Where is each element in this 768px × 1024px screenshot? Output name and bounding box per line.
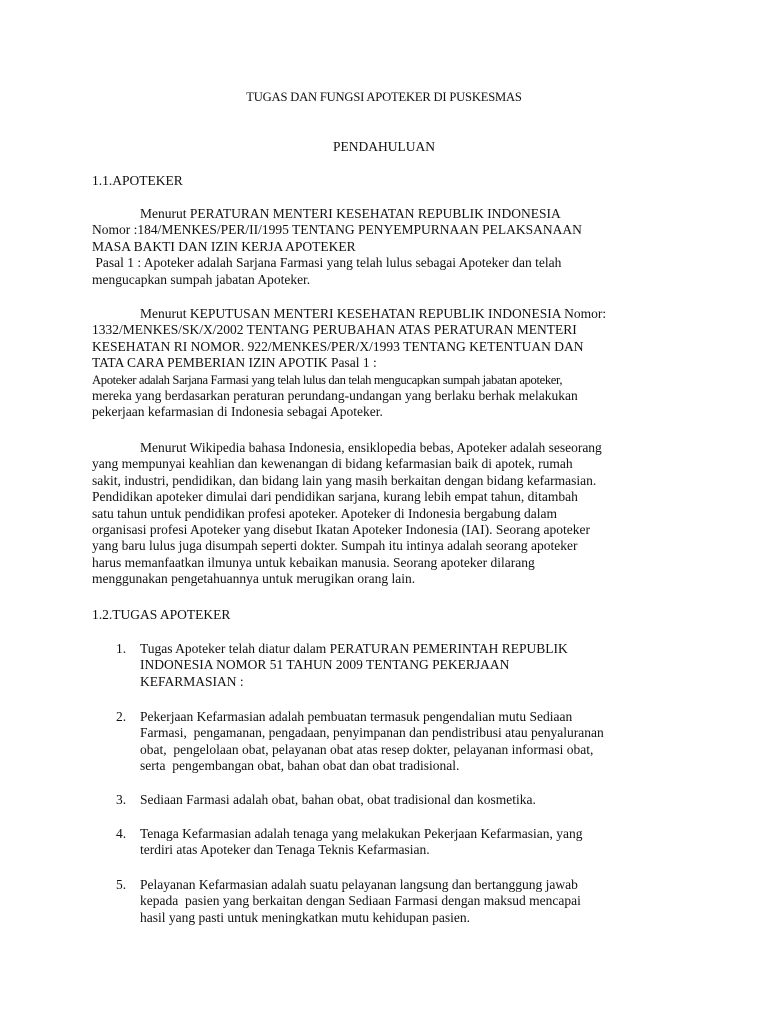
list-line: Tenaga Kefarmasian adalah tenaga yang melakukan Pekerjaan Kefarmasian, yang bbox=[140, 826, 583, 841]
list-line: Sediaan Farmasi adalah obat, bahan obat, obat tradisional dan kosmetika. bbox=[140, 792, 536, 807]
paragraph-line: Pasal 1 : Apoteker adalah Sarjana Farmasi yang telah lulus sebagai Apoteker dan telah bbox=[92, 255, 562, 271]
paragraph-line: yang mempunyai keahlian dan kewenangan di bidang kefarmasian baik di apotek, rumah bbox=[92, 456, 573, 472]
paragraph-line: harus memanfaatkan ilmunya untuk kebaikan manusia. Seorang apoteker dilarang bbox=[92, 554, 535, 570]
list-line: obat, pengelolaan obat, pelayanan obat atas resep dokter, pelayanan informasi obat, bbox=[140, 741, 594, 757]
heading-1-1: 1.1.APOTEKER bbox=[92, 173, 183, 188]
paragraph-line: TATA CARA PEMBERIAN IZIN APOTIK Pasal 1 : bbox=[92, 355, 377, 371]
list-text bbox=[140, 877, 674, 926]
list-text bbox=[140, 826, 674, 859]
list-number: 2. bbox=[116, 709, 127, 724]
list-item bbox=[92, 792, 682, 808]
paragraph-line: sakit, industri, pendidikan, dan bidang lain yang masih berkaitan dengan bidang kefarmasian. bbox=[92, 472, 597, 488]
list-item bbox=[92, 709, 682, 775]
list-text bbox=[140, 792, 674, 808]
list-line: hasil yang pasti untuk meningkatkan mutu kehidupan pasien. bbox=[140, 909, 470, 925]
list-text bbox=[140, 641, 674, 690]
paragraph-line: mereka yang berdasarkan peraturan perundang-undangan yang berlaku berhak melakukan bbox=[92, 388, 578, 404]
paragraph-line: yang baru lulus juga disumpah seperti dokter. Sumpah itu intinya adalah seorang apoteker bbox=[92, 538, 578, 554]
list-number: 4. bbox=[116, 826, 127, 841]
list-line: KEFARMASIAN : bbox=[140, 673, 244, 689]
list-line: Pekerjaan Kefarmasian adalah pembuatan termasuk pengendalian mutu Sediaan bbox=[140, 709, 573, 724]
list-line: Tugas Apoteker telah diatur dalam PERATURAN PEMERINTAH REPUBLIK bbox=[140, 641, 568, 656]
list-line: serta pengembangan obat, bahan obat dan obat tradisional. bbox=[140, 758, 460, 774]
paragraph-line: satu tahun untuk pendidikan profesi apoteker. Apoteker di Indonesia bergabung dalam bbox=[92, 505, 558, 521]
paragraph-line: Menurut KEPUTUSAN MENTERI KESEHATAN REPUBLIK INDONESIA Nomor: bbox=[140, 306, 607, 321]
list-item bbox=[92, 877, 682, 926]
paragraph-line: Nomor :184/MENKES/PER/II/1995 TENTANG PENYEMPURNAAN PELAKSANAAN bbox=[92, 222, 582, 238]
paragraph-line: KESEHATAN RI NOMOR. 922/MENKES/PER/X/1993 TENTANG KETENTUAN DAN bbox=[92, 338, 584, 354]
paragraph-line: mengucapkan sumpah jabatan Apoteker. bbox=[92, 271, 311, 287]
paragraph-line: MASA BAKTI DAN IZIN KERJA APOTEKER bbox=[92, 238, 356, 254]
list-line: Farmasi, pengamanan, pengadaan, penyimpanan dan pendistribusi atau penyaluranan bbox=[140, 725, 604, 741]
paragraph-line: 1332/MENKES/SK/X/2002 TENTANG PERUBAHAN ATAS PERATURAN MENTERI bbox=[92, 322, 577, 338]
paragraph-line: Menurut Wikipedia bahasa Indonesia, ensiklopedia bebas, Apoteker adalah seseorang bbox=[140, 440, 602, 455]
list-line: INDONESIA NOMOR 51 TAHUN 2009 TENTANG PEKERJAAN bbox=[140, 657, 510, 673]
list-line: Pelayanan Kefarmasian adalah suatu pelayanan langsung dan bertanggung jawab bbox=[140, 877, 578, 892]
list-number: 1. bbox=[116, 641, 127, 656]
heading-1-2: 1.2.TUGAS APOTEKER bbox=[92, 607, 231, 622]
list-line: terdiri atas Apoteker dan Tenaga Teknis Kefarmasian. bbox=[140, 842, 430, 858]
list-item bbox=[92, 641, 682, 690]
paragraph-decree-2002 bbox=[92, 306, 682, 421]
paragraph-line: organisasi profesi Apoteker yang disebut Ikatan Apoteker Indonesia (IAI). Seorang apoteker bbox=[92, 522, 590, 538]
list-line: kepada pasien yang berkaitan dengan Sediaan Farmasi dengan maksud mencapai bbox=[140, 893, 581, 909]
paragraph-line: Pendidikan apoteker dimulai dari pendidikan sarjana, kurang lebih empat tahun, ditambah bbox=[92, 489, 578, 505]
paragraph-line: menggunakan pengetahuannya untuk merugikan orang lain. bbox=[92, 571, 416, 587]
section-title-pendahuluan: PENDAHULUAN bbox=[333, 139, 435, 154]
document-title: TUGAS DAN FUNGSI APOTEKER DI PUSKESMAS bbox=[246, 90, 522, 104]
paragraph-line: Apoteker adalah Sarjana Farmasi yang telah lulus dan telah mengucapkan sumpah jabatan apoteker, bbox=[92, 372, 563, 387]
list-item bbox=[92, 826, 682, 859]
list-text bbox=[140, 709, 674, 775]
list-number: 3. bbox=[116, 792, 127, 807]
paragraph-line: Menurut PERATURAN MENTERI KESEHATAN REPUBLIK INDONESIA bbox=[140, 206, 561, 221]
paragraph-line: pekerjaan kefarmasian di Indonesia sebagai Apoteker. bbox=[92, 404, 383, 420]
paragraph-wikipedia bbox=[92, 440, 682, 588]
paragraph-regulation-1995 bbox=[92, 206, 682, 288]
list-number: 5. bbox=[116, 877, 127, 892]
